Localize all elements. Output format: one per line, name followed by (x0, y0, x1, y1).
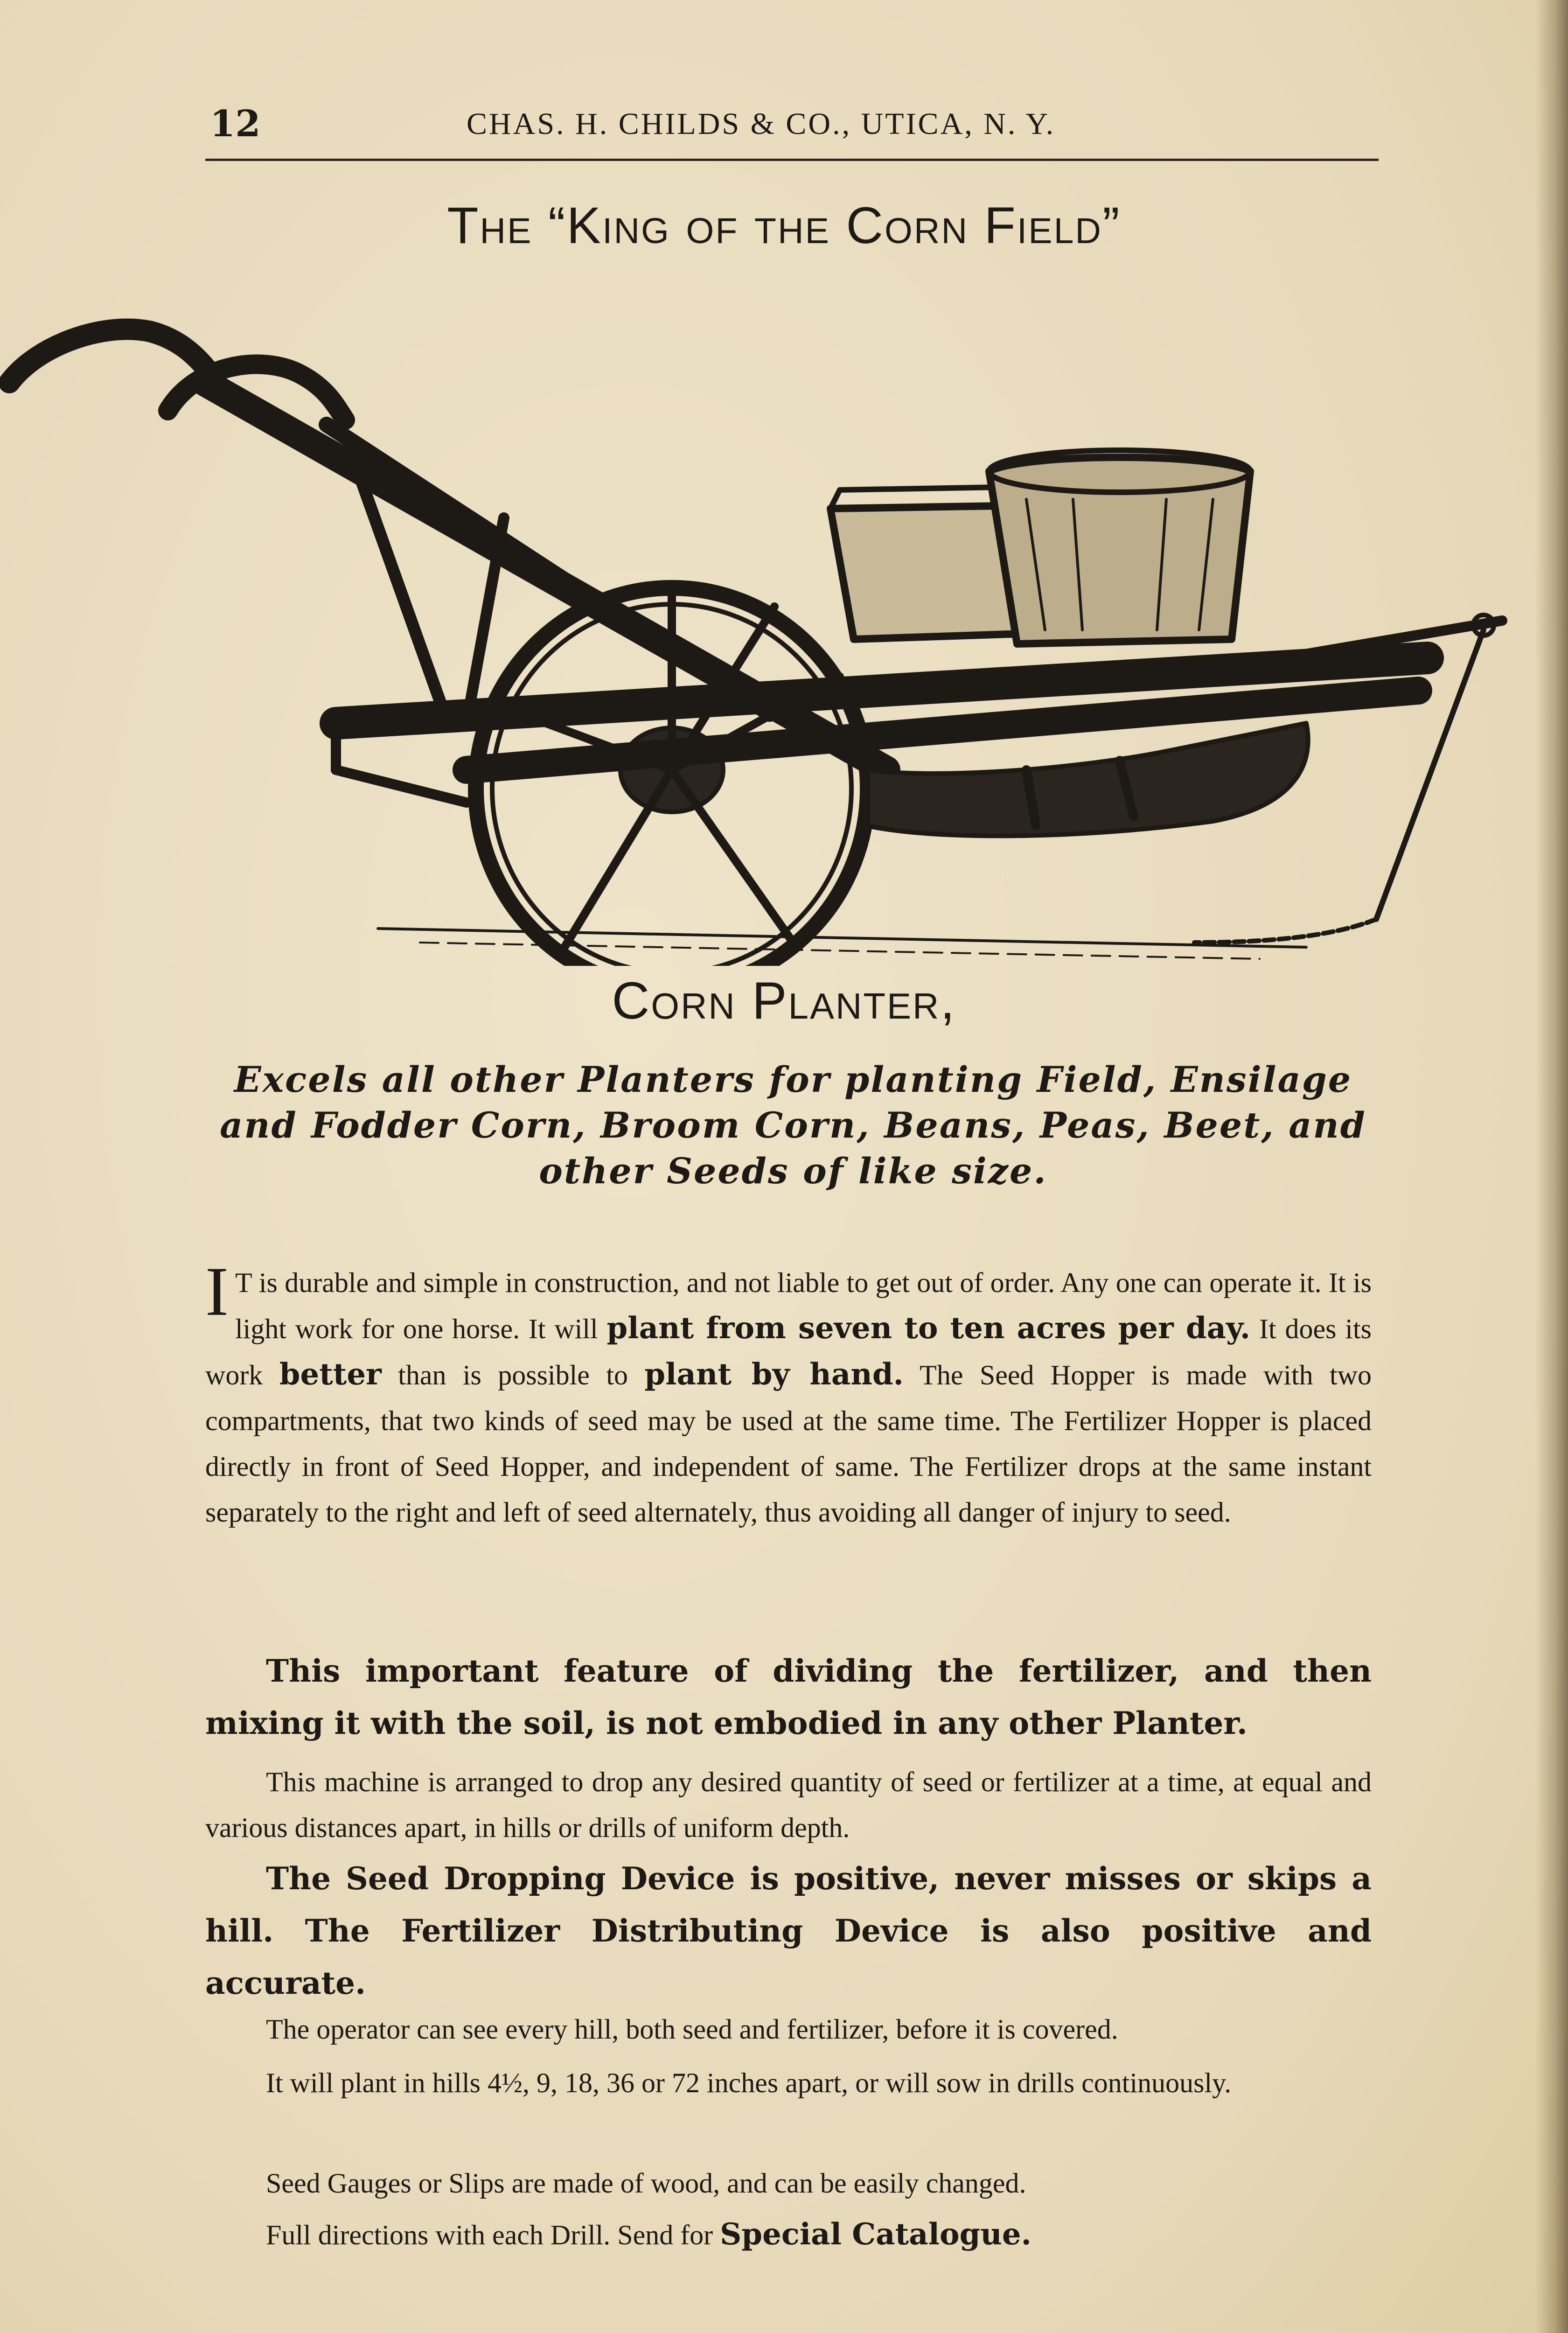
drop-cap: I (205, 1253, 229, 1330)
page-number: 12 (210, 103, 261, 145)
paragraph-gauges: Seed Gauges or Slips are made of wood, and can be easily changed. (266, 2168, 1026, 2199)
p1-text-c: It does its work (205, 1313, 1372, 1390)
p1-text-a: T is durable and simple in construction, and not liable to get out of order. Any one can operate it. It is light work for one horse. It will (235, 1267, 1372, 1344)
p1-highlight-hand: plant by hand. (644, 1357, 904, 1392)
p1-text-g: The Seed Hopper is made with two compartments, that two kinds of seed may be used at the same time. The Fertilizer Hopper is placed directly in front of Seed Hopper, and independent of same. The Fertilizer drops at the same instant separately to the right and left of seed alternately, thus avoiding all danger of injury to seed. (205, 1360, 1372, 1528)
p1-highlight-acres: plant from seven to ten acres per day. (606, 1311, 1251, 1346)
paragraph-feature: This important feature of dividing the fertilizer, and then mixing it with the soil, is not embodied in any other Planter. (205, 1653, 1372, 1741)
running-head: CHAS. H. CHILDS & CO., UTICA, N. Y. (467, 107, 1056, 141)
p1-highlight-better: better (279, 1357, 382, 1392)
page-edge-shadow (1535, 0, 1568, 2333)
page-header (205, 98, 1379, 161)
p1-text-e: than is possible to (381, 1360, 645, 1390)
product-tagline: Excels all other Planters for planting Field, Ensilage and Fodder Corn, Broom Corn, Beans, Peas, Beet, and other Seeds of like size. (220, 1059, 1366, 1192)
paragraph-directions (205, 2212, 1372, 2258)
paragraph-positive: The Seed Dropping Device is positive, never misses or skips a hill. The Fertilizer Distributing Device is also positive and accurate. (205, 1860, 1372, 2001)
page-title: The “King of the Corn Field” (447, 197, 1121, 254)
paragraph-arranged: This machine is arranged to drop any desired quantity of seed or fertilizer at a time, at equal and various distances apart, in hills or drills of uniform depth. (205, 1767, 1372, 1843)
directions-text: Full directions with each Drill. Send for (266, 2220, 720, 2250)
paragraph-operator: The operator can see every hill, both seed and fertilizer, before it is covered. (266, 2014, 1118, 2045)
corn-planter-engraving-icon (0, 303, 1540, 966)
product-name: Corn Planter, (612, 971, 956, 1030)
paragraph-durable (205, 1253, 1372, 1535)
paragraph-hills: It will plant in hills 4½, 9, 18, 36 or 72 inches apart, or will sow in drills continuously. (266, 2068, 1232, 2098)
special-catalogue: Special Catalogue. (720, 2217, 1031, 2252)
